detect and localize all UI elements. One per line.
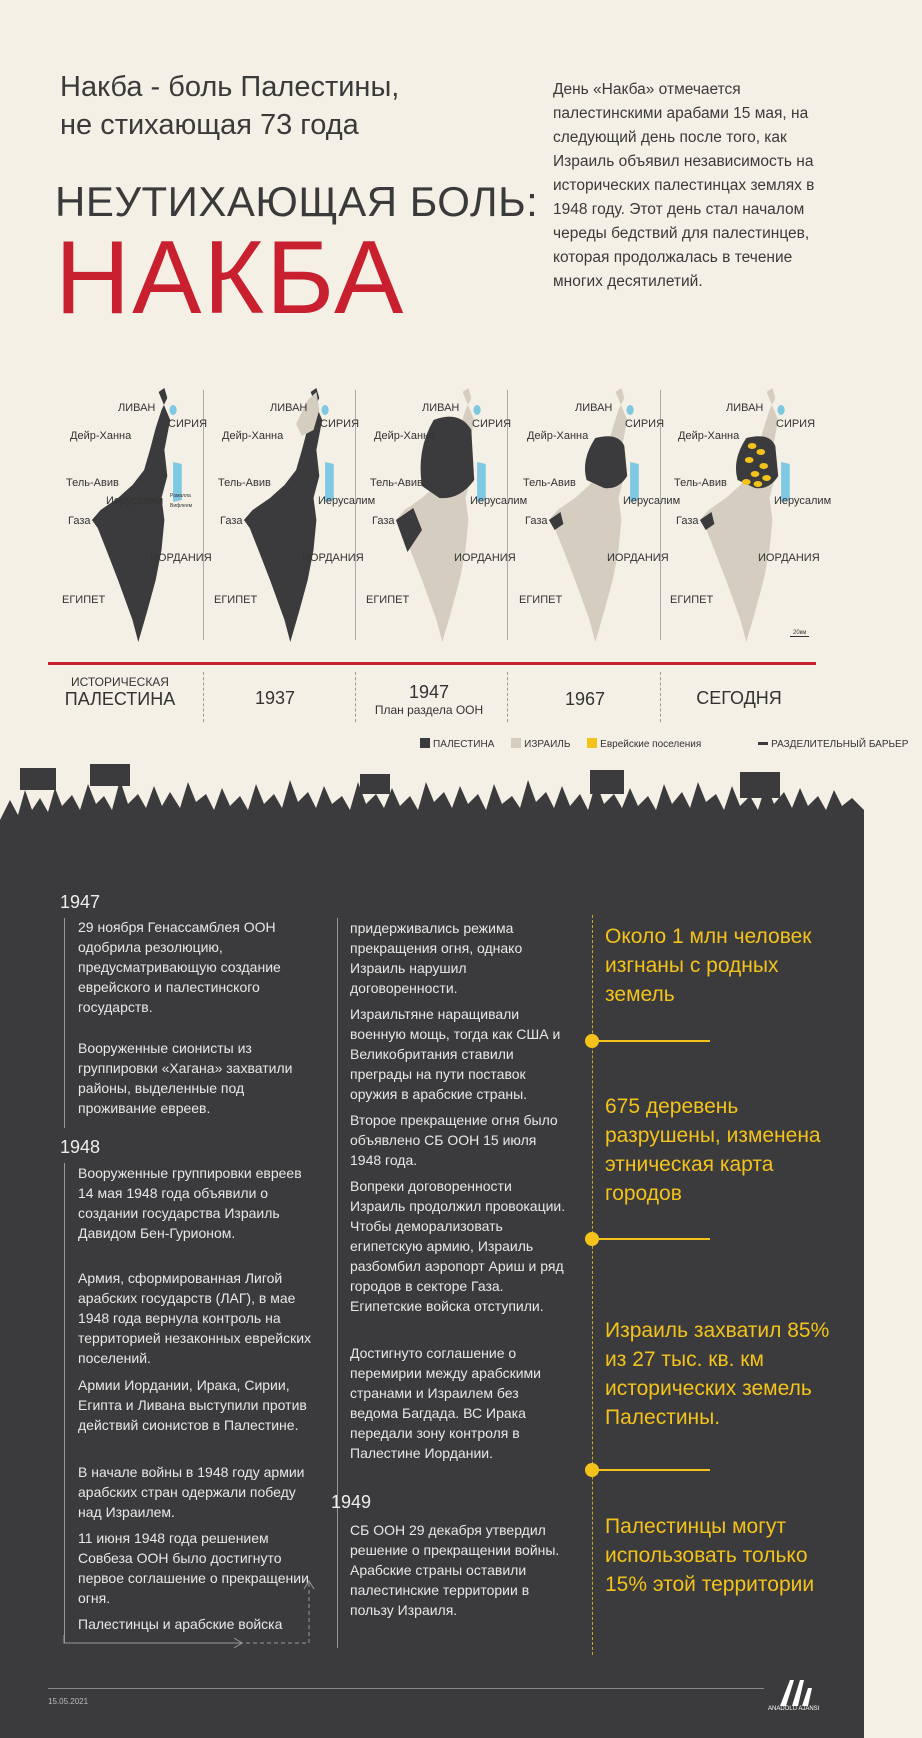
map-label-tel_aviv: Тель-Авив [523,477,576,489]
legend-settlements [587,739,701,750]
text-c3: Второе прекращение огня было объявлено СБ ООН 15 июля 1948 года. [350,1112,558,1168]
swatch-settlements [587,738,597,748]
continue-arrow [64,1575,324,1655]
period-historic [45,675,195,710]
stat-captured: Израиль захватил 85% из 27 тыс. кв. км исторических земель Палестины. [605,1319,830,1429]
intro-paragraph: День «Накба» отмечается палестинскими арабами 15 мая, на следующий день после того, как Израиль объявил независимость на исторических палестинцах землях в 1948 году. Этот день стал началом череды бедствий для палестинцев, которая продолжалась в течение многих десятилетий. [553,81,815,290]
settlement-dot [751,471,760,477]
settlement-dot [748,443,757,449]
year-1949: 1949 [331,1492,372,1512]
map-label-deir_hanna: Дейр-Ханна [70,430,132,442]
map-label-deir_hanna: Дейр-Ханна [374,430,436,442]
text-1948e: 11 июня 1948 года решением Совбеза ООН было достигнуто первое соглашение о прекращении огня. [78,1530,309,1606]
map-label-syria: СИРИЯ [776,418,816,430]
subtitle-line-2: не стихающая 73 года [60,109,359,141]
period-1967 [510,689,660,710]
period-divider [507,672,508,722]
map-label-jerusalem: Иерусалим [774,495,832,507]
timeline-line [337,918,338,1648]
big-title: НАКБА [55,220,406,336]
period-note: План раздела ООН [374,703,484,717]
timeline-line [64,1163,65,1643]
subtitle [60,68,399,144]
map-label-lebanon: ЛИВАН [118,402,156,414]
map-label-tel_aviv: Тель-Авив [218,477,271,489]
map-label-tel_aviv: Тель-Авив [370,477,423,489]
west-bank [736,436,778,488]
anadolu-logo [768,1668,822,1718]
map-label-jordan: ИОРДАНИЯ [607,552,669,564]
map-label-egypt: ЕГИПЕТ [670,594,714,606]
text-1947b: Вооруженные сионисты из группировки «Хагана» захватили районы, выделенные под проживание евреев. [78,1040,293,1116]
map-label-jordan: ИОРДАНИЯ [758,552,820,564]
period-divider [660,672,661,722]
text-1949: СБ ООН 29 декабря утвердил решение о прекращении войны. Арабские страны оставили палестинские территории в пользу Израиля. [350,1522,560,1618]
map-label-deir_hanna: Дейр-Ханна [222,430,284,442]
period-big: 1937 [254,688,296,708]
legend-israel [511,739,570,750]
map-label-syria: СИРИЯ [320,418,360,430]
map-label-egypt: ЕГИПЕТ [519,594,563,606]
stat-underline [592,1040,710,1042]
text-c5: Достигнуто соглашение о перемирии между арабскими странами и Израилем без ведома Багдада. ВС Ирака передали зону контроля в Палестине Иордании. [350,1345,541,1461]
text-1948d: В начале войны в 1948 году армии арабских стран одержали победу над Израилем. [78,1464,305,1520]
map-label-egypt: ЕГИПЕТ [62,594,106,606]
map-label-jerusalem: Иерусалим [470,495,528,507]
west-bank [421,417,475,499]
legend-label: ИЗРАИЛЬ [524,739,571,750]
map-label-syria: СИРИЯ [625,418,665,430]
map-label-gaza: Газа [525,515,548,527]
map-label-syria: СИРИЯ [168,418,208,430]
map-label-egypt: ЕГИПЕТ [214,594,258,606]
text-1948b: Армия, сформированная Лигой арабских государств (ЛАГ), в мае 1948 года вернула контроль на территорией незаконных еврейских поселений. [78,1270,312,1366]
map-scale-bar: 20км [790,630,809,637]
period-small: ИСТОРИЧЕСКАЯ [71,675,169,689]
text-1948a: Вооруженные группировки евреев 14 мая 1948 года объявили о создании государства Израиль Давидом Бен-Гурионом. [78,1165,302,1241]
publish-date: 15.05.2021 [48,1697,89,1706]
map-label-lebanon: ЛИВАН [726,402,764,414]
settlement-dot [745,457,754,463]
sea-of-galilee [473,405,480,415]
period-1947 [354,682,504,717]
stat-remaining: Палестинцы могут использовать только 15% этой территории [605,1515,815,1596]
text-1947a: 29 ноября Генассамблея ООН одобрила резолюцию, предусматривающую создание еврейского и палестинского государств. [78,919,281,1015]
map-label-jordan: ИОРДАНИЯ [150,552,212,564]
period-big: 1967 [564,689,606,709]
legend-label: Еврейские поселения [600,739,702,750]
map-label-tel_aviv: Тель-Авив [66,477,119,489]
headline: НЕУТИХАЮЩАЯ БОЛЬ: [55,178,539,225]
text-1948f: Палестинцы и арабские войска [78,1616,283,1632]
swatch-palestine [420,738,430,748]
map-label-lebanon: ЛИВАН [575,402,613,414]
settlement-dot [754,481,763,487]
timeline-red-line [48,662,816,665]
map-label-tel_aviv: Тель-Авив [674,477,727,489]
map-label-deir_hanna: Дейр-Ханна [527,430,589,442]
period-1937 [200,688,350,709]
period-big: 1947 [408,682,450,702]
text-c1: придерживались режима прекращения огня, однако Израиль нарушил договоренности. [350,920,523,996]
settlement-dot [762,475,771,481]
settlement-dot [759,463,768,469]
stat-underline [592,1238,710,1240]
sea-of-galilee [321,405,328,415]
year-1948: 1948 [60,1137,101,1157]
map-label-gaza: Газа [676,515,699,527]
map-label-lebanon: ЛИВАН [270,402,308,414]
map-label-lebanon: ЛИВАН [422,402,460,414]
protest-crowd-silhouette [0,760,864,860]
stat-underline [592,1469,710,1471]
text-1948c: Армии Иордании, Ирака, Сирии, Египта и Ливана выступили против действий сионистов в Палестине. [78,1377,307,1433]
legend-label: РАЗДЕЛИТЕЛЬНЫЙ БАРЬЕР [771,739,909,750]
map-label-gaza: Газа [220,515,243,527]
subtitle-line-1: Накба - боль Палестины, [60,71,400,103]
legend-barrier [758,739,908,750]
swatch-barrier [758,742,768,745]
settlement-dot [742,479,751,485]
stat-displaced: Около 1 млн человек изгнаны с родных земель [605,925,812,1006]
map-legend [420,738,922,750]
legend-palestine [420,739,494,750]
sea-of-galilee [777,405,784,415]
map-label-deir_hanna: Дейр-Ханна [678,430,740,442]
stats-dashed-line [592,915,593,1655]
map-label-syria: СИРИЯ [472,418,512,430]
map-label-jordan: ИОРДАНИЯ [454,552,516,564]
text-c2: Израильтяне наращивали военную мощь, тогда как США и Великобритания ставили преграды на пути поставок оружия в арабские страны. [350,1006,561,1102]
year-1947: 1947 [60,892,101,912]
map-label-gaza: Газа [372,515,395,527]
map-label-jerusalem: Иерусалим [106,495,164,507]
period-big: СЕГОДНЯ [696,688,782,708]
west-bank [585,436,627,488]
sea-of-galilee [169,405,176,415]
map-label-egypt: ЕГИПЕТ [366,594,410,606]
legend-label: ПАЛЕСТИНА [433,739,495,750]
logo-text: ANADOLU AJANSI [768,1706,820,1712]
map-label-bethlehem: Вифлеем [170,503,193,509]
text-c4: Вопреки договоренности Израиль продолжил провокации. Чтобы деморализовать египетскую армию, Израиль разбомбил аэропорт Ариш и ряд городов в секторе Газа. Египетские войска отступили. [350,1178,566,1314]
stat-villages: 675 деревень разрушены, изменена этническая карта городов [605,1095,821,1205]
map-label-gaza: Газа [68,515,91,527]
map-label-jordan: ИОРДАНИЯ [302,552,364,564]
palestine-maps [0,380,864,660]
sea-of-galilee [626,405,633,415]
timeline-line [64,918,65,1128]
period-today [664,688,814,709]
map-label-jerusalem: Иерусалим [623,495,681,507]
period-big: ПАЛЕСТИНА [64,689,176,709]
map-label-ramallah: Рамалла [170,493,191,499]
swatch-israel [511,738,521,748]
settlement-dot [756,449,765,455]
map-label-jerusalem: Иерусалим [318,495,376,507]
footer-divider [48,1688,764,1689]
